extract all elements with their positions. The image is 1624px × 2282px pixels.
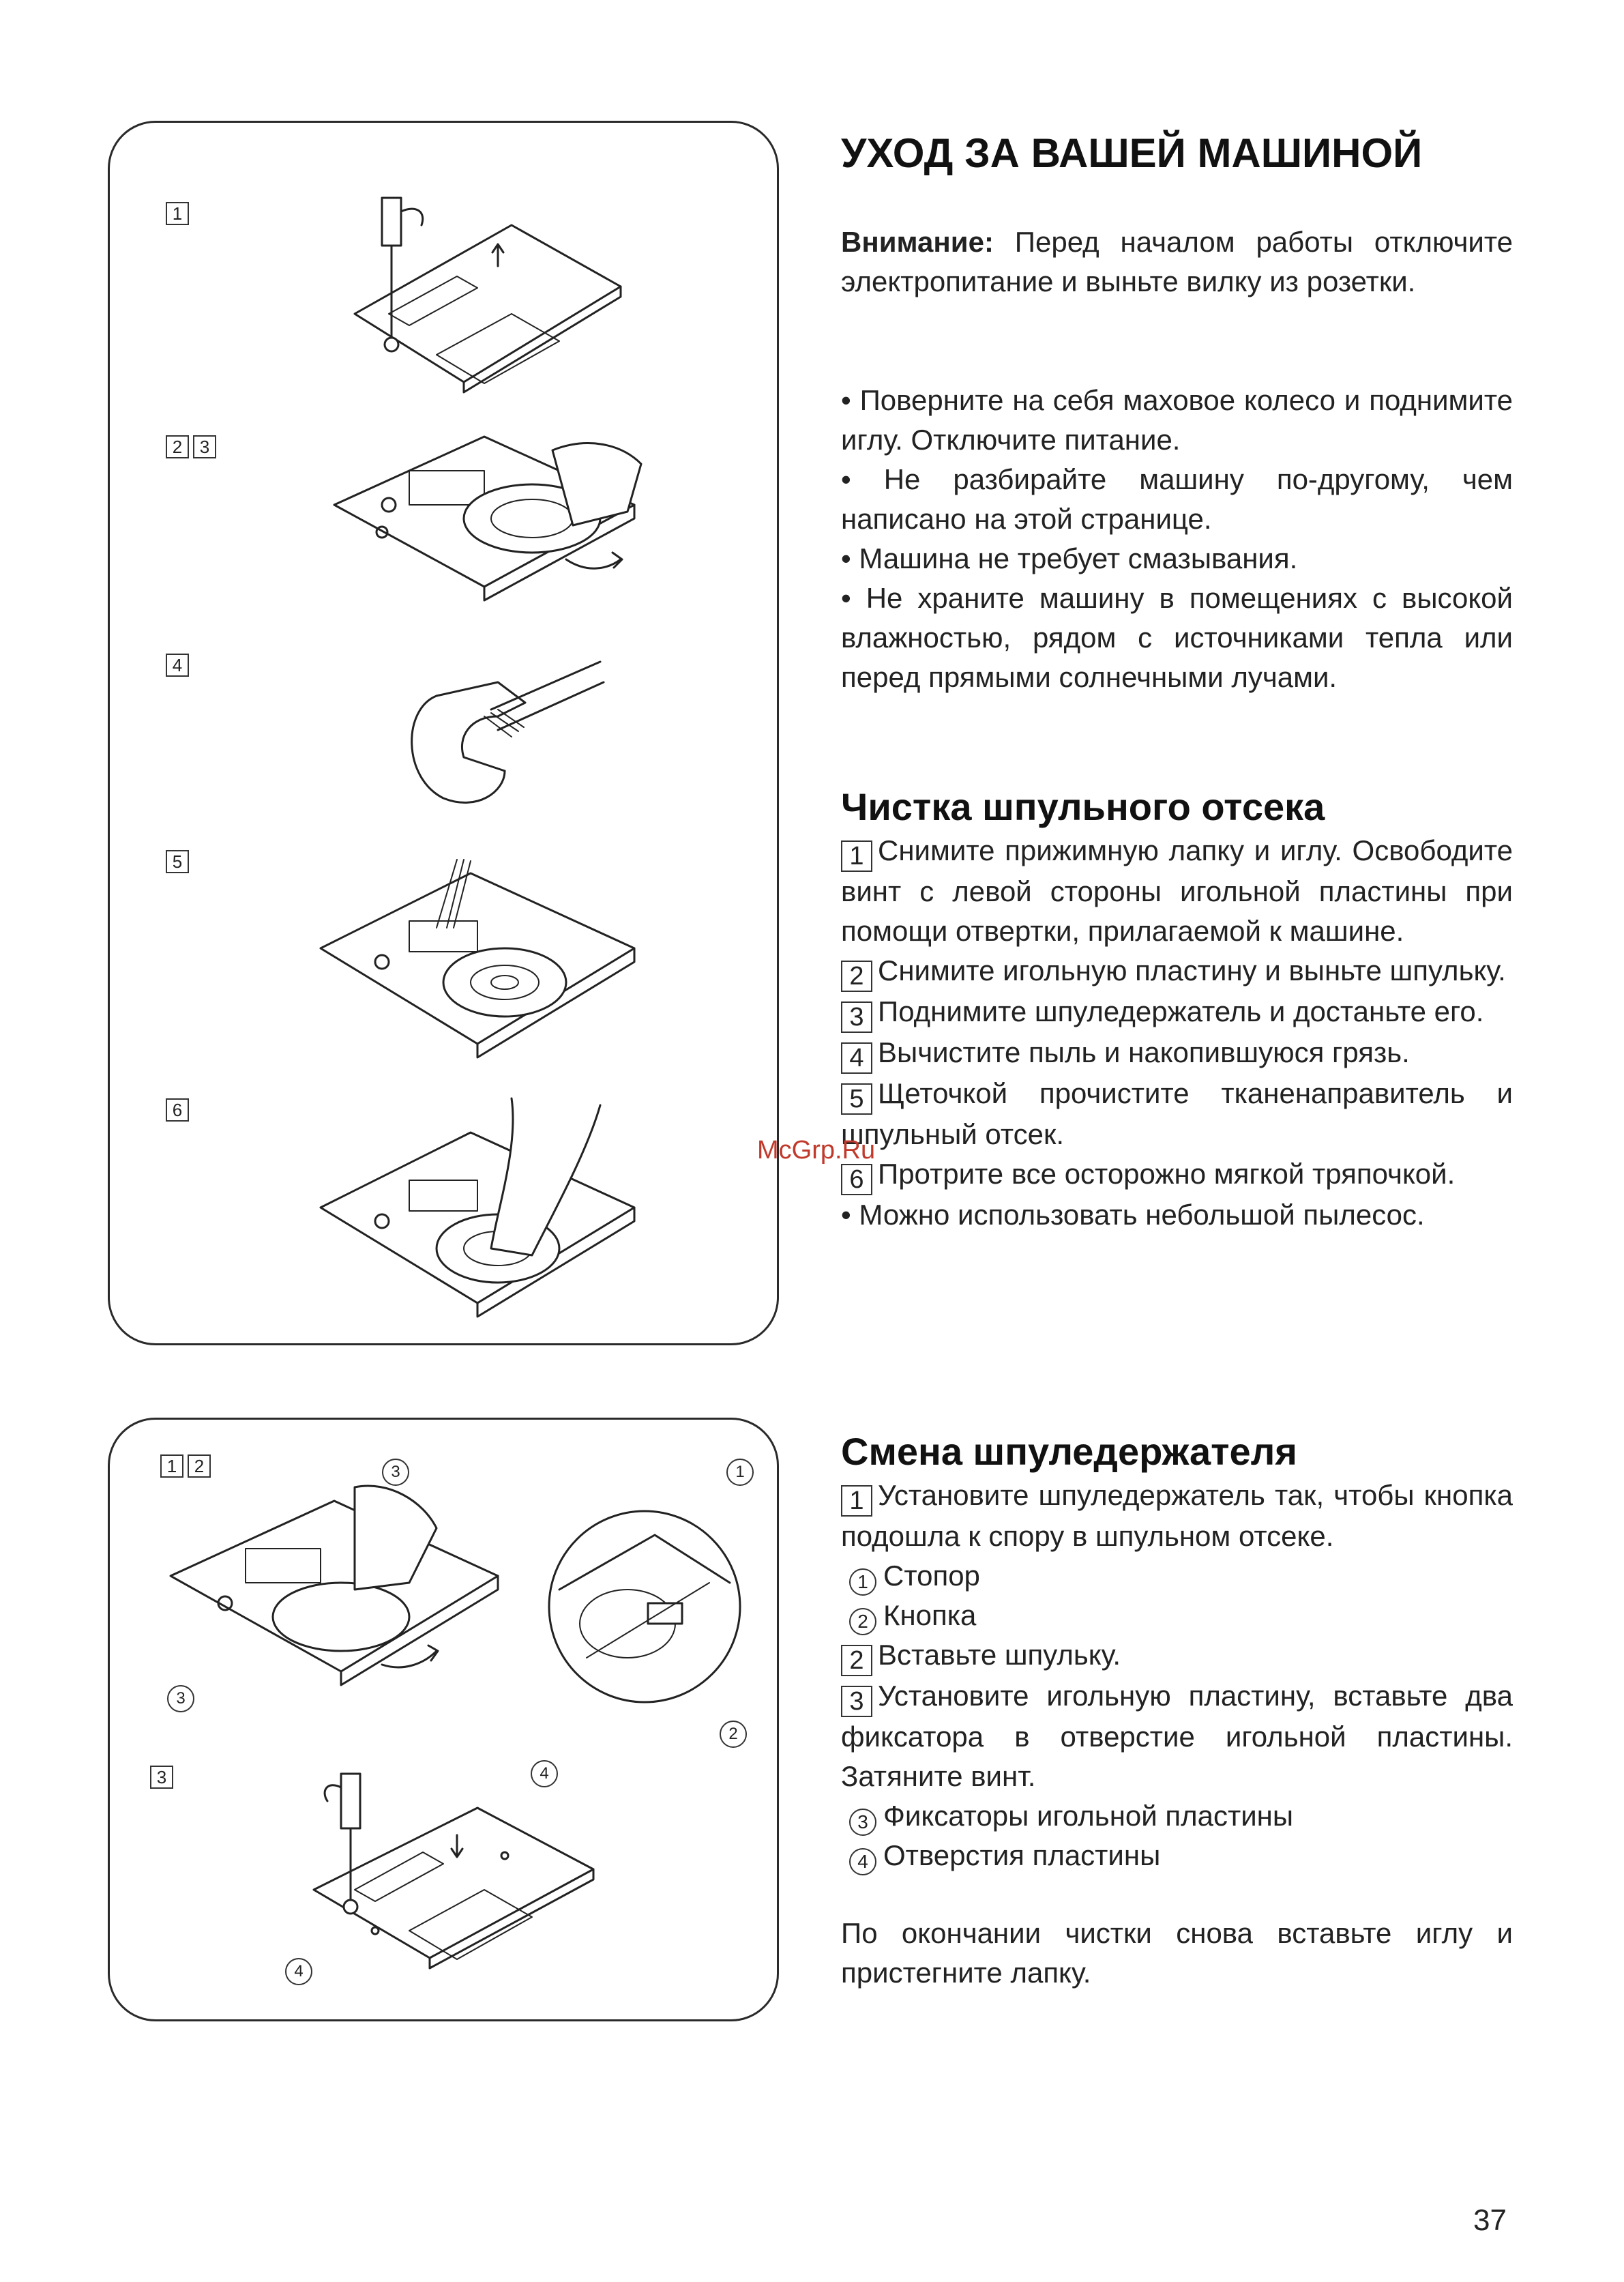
- cleaning-steps: [841, 831, 1513, 1235]
- illustration-install-needle-plate: [300, 1760, 600, 1985]
- figure-label-step-5: 5: [166, 850, 189, 873]
- part-item: 2 Кнопка: [841, 1596, 1513, 1635]
- callout-4-top: 4: [531, 1760, 558, 1787]
- bullet-item: • Машина не требует смазывания.: [841, 542, 1298, 574]
- callout-2: 2: [720, 1721, 747, 1748]
- callout-1: 1: [726, 1459, 754, 1486]
- warning-text: Перед началом работы отключите электропитание и выньте вилку из розетки.: [841, 226, 1513, 297]
- illustration-remove-bobbin: [327, 423, 655, 641]
- replace-steps: [841, 1476, 1513, 1875]
- cleaning-step: 1 Снимите прижимную лапку и иглу. Освободите винт с левой стороны игольной пластины при помощи отвертки, прилагаемой к машине.: [841, 834, 1513, 947]
- replace-step: 1 Установите шпуледержатель так, чтобы кнопка подошла к спору в шпульном отсеке.: [841, 1479, 1513, 1552]
- watermark-link[interactable]: McGrp.Ru: [757, 1136, 876, 1165]
- page-number: 37: [1473, 2204, 1507, 2237]
- figure-label-step-2-3: 2 3: [166, 435, 216, 458]
- figure-label-step-4: 4: [166, 654, 189, 677]
- illustration-clean-bobbin-case: [389, 655, 607, 819]
- part-item: 1 Стопор: [841, 1556, 1513, 1596]
- section-heading-replace: Смена шпуледержателя: [841, 1430, 1297, 1473]
- page-title: УХОД ЗА ВАШЕЙ МАШИНОЙ: [841, 130, 1423, 176]
- illustration-brush-clean: [314, 846, 641, 1064]
- cleaning-step: 4 Вычистите пыль и накопившуюся грязь.: [841, 1033, 1513, 1074]
- bullet-item: • Поверните на себя маховое колесо и поднимите иглу. Отключите питание.: [841, 384, 1513, 456]
- warning-label: Внимание:: [841, 226, 994, 258]
- callout-3-top: 3: [382, 1459, 409, 1486]
- illustration-stopper-detail: [546, 1508, 743, 1706]
- figure-label-step-1-2: 1 2: [160, 1454, 211, 1478]
- figure-label-step-6: 6: [166, 1098, 189, 1122]
- cleaning-step: 3 Поднимите шпуледержатель и достаньте его.: [841, 992, 1513, 1033]
- bullet-item: • Не разбирайте машину по-другому, чем написано на этой странице.: [841, 463, 1513, 535]
- replace-step: 2 Вставьте шпульку.: [841, 1635, 1513, 1676]
- section-heading-cleaning: Чистка шпульного отсека: [841, 785, 1325, 828]
- figure-label-step-3: 3: [150, 1766, 173, 1789]
- part-item: 3 Фиксаторы игольной пластины: [841, 1796, 1513, 1836]
- general-notes: [841, 381, 1513, 697]
- cleaning-step: 5 Щеточкой прочистите тканенаправитель и шпульный отсек.: [841, 1077, 1513, 1150]
- callout-3-left: 3: [167, 1685, 194, 1712]
- illustration-insert-bobbin-case: [164, 1467, 505, 1726]
- closing-paragraph: По окончании чистки снова вставьте иглу и пристегните лапку.: [841, 1917, 1513, 1989]
- warning-paragraph: [841, 222, 1513, 302]
- part-item: 4 Отверстия пластины: [841, 1836, 1513, 1875]
- bullet-item: • Не храните машину в помещениях с высокой влажностью, рядом с источниками тепла или перед прямыми солнечными лучами.: [841, 582, 1513, 693]
- illustration-remove-presser-foot: [341, 184, 628, 409]
- figure-label-step-1: 1: [166, 202, 189, 225]
- cleaning-step: 2 Снимите игольную пластину и выньте шпульку.: [841, 951, 1513, 992]
- cleaning-step: 6 Протрите все осторожно мягкой тряпочкой.: [841, 1154, 1513, 1195]
- replace-step: 3 Установите игольную пластину, вставьте два фиксатора в отверстие игольной пластины. Затяните винт.: [841, 1680, 1513, 1792]
- cleaning-note: • Можно использовать небольшой пылесос.: [841, 1199, 1425, 1231]
- illustration-wipe-cloth: [314, 1092, 641, 1323]
- callout-4-bottom: 4: [285, 1958, 312, 1985]
